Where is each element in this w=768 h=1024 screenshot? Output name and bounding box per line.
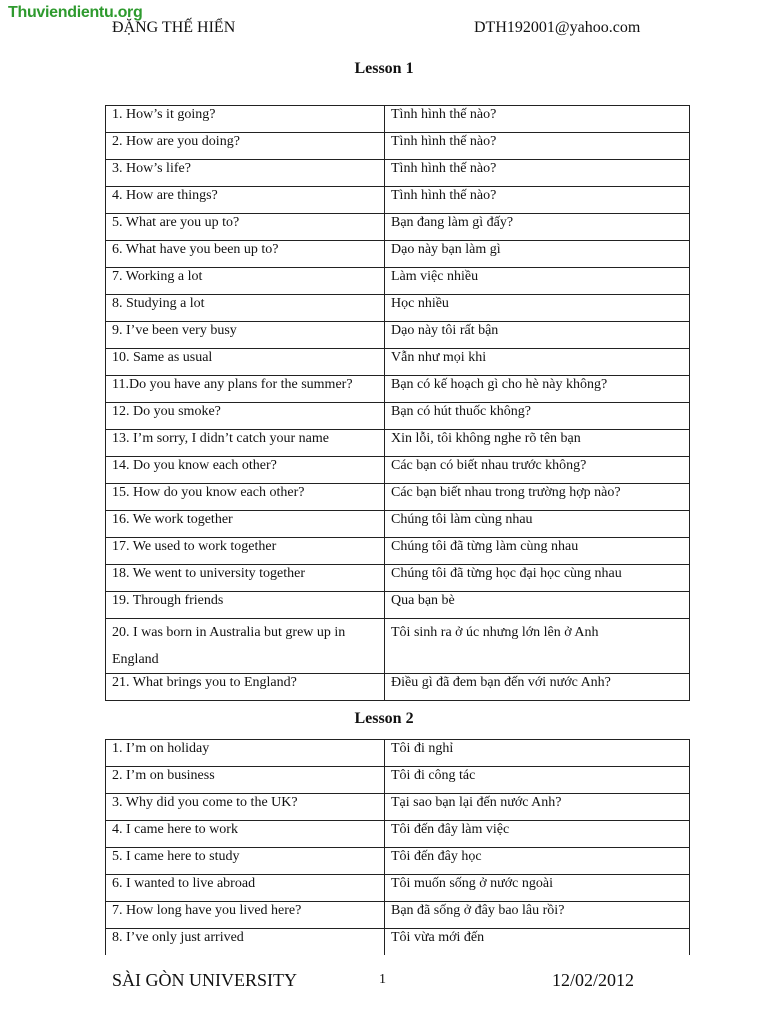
vietnamese-translation: Qua bạn bè — [385, 592, 690, 619]
table-row — [106, 538, 690, 565]
table-row — [106, 848, 690, 875]
table-row — [106, 295, 690, 322]
vietnamese-translation: Tôi đến đây làm việc — [385, 821, 690, 848]
english-phrase: 21. What brings you to England? — [106, 674, 385, 701]
header-author: ĐẶNG THẾ HIỂN — [112, 19, 236, 36]
vietnamese-translation: Bạn có hút thuốc không? — [385, 403, 690, 430]
table-row — [106, 349, 690, 376]
table-row — [106, 929, 690, 956]
lesson-1-table — [105, 105, 690, 701]
vietnamese-translation: Dạo này bạn làm gì — [385, 241, 690, 268]
lesson-2-table — [105, 739, 690, 955]
english-phrase: 6. What have you been up to? — [106, 241, 385, 268]
english-phrase: 6. I wanted to live abroad — [106, 875, 385, 902]
table-row — [106, 457, 690, 484]
table-row — [106, 821, 690, 848]
english-phrase: 11.Do you have any plans for the summer? — [106, 376, 385, 403]
table-row — [106, 133, 690, 160]
vietnamese-translation: Xin lỗi, tôi không nghe rõ tên bạn — [385, 430, 690, 457]
vietnamese-translation: Điều gì đã đem bạn đến với nước Anh? — [385, 674, 690, 701]
vietnamese-translation: Các bạn biết nhau trong trường hợp nào? — [385, 484, 690, 511]
english-phrase: 18. We went to university together — [106, 565, 385, 592]
vietnamese-translation: Làm việc nhiều — [385, 268, 690, 295]
english-phrase: 20. I was born in Australia but grew up in England — [106, 619, 385, 674]
table-row — [106, 322, 690, 349]
table-row — [106, 902, 690, 929]
english-phrase: 3. Why did you come to the UK? — [106, 794, 385, 821]
vietnamese-translation: Tình hình thế nào? — [385, 133, 690, 160]
vietnamese-translation: Tôi muốn sống ở nước ngoài — [385, 875, 690, 902]
table-row — [106, 484, 690, 511]
table-row — [106, 241, 690, 268]
table-row — [106, 376, 690, 403]
vietnamese-translation: Dạo này tôi rất bận — [385, 322, 690, 349]
table-row — [106, 511, 690, 538]
footer-page-number: 1 — [379, 972, 386, 987]
vietnamese-translation: Tại sao bạn lại đến nước Anh? — [385, 794, 690, 821]
table-row — [106, 214, 690, 241]
vietnamese-translation: Chúng tôi đã từng làm cùng nhau — [385, 538, 690, 565]
english-phrase: 15. How do you know each other? — [106, 484, 385, 511]
table-row — [106, 106, 690, 133]
table-row — [106, 160, 690, 187]
vietnamese-translation: Tình hình thế nào? — [385, 106, 690, 133]
table-row — [106, 268, 690, 295]
table-row — [106, 740, 690, 767]
english-phrase: 16. We work together — [106, 511, 385, 538]
table-row — [106, 875, 690, 902]
vietnamese-translation: Chúng tôi làm cùng nhau — [385, 511, 690, 538]
english-phrase: 1. How’s it going? — [106, 106, 385, 133]
vietnamese-translation: Bạn đang làm gì đấy? — [385, 214, 690, 241]
english-phrase: 8. Studying a lot — [106, 295, 385, 322]
vietnamese-translation: Tôi đi nghỉ — [385, 740, 690, 767]
english-phrase: 5. I came here to study — [106, 848, 385, 875]
table-row — [106, 565, 690, 592]
english-phrase: 3. How’s life? — [106, 160, 385, 187]
table-row — [106, 592, 690, 619]
vietnamese-translation: Tình hình thế nào? — [385, 160, 690, 187]
table-row — [106, 767, 690, 794]
vietnamese-translation: Tôi vừa mới đến — [385, 929, 690, 956]
english-phrase: 5. What are you up to? — [106, 214, 385, 241]
table-row — [106, 430, 690, 457]
table-row — [106, 187, 690, 214]
english-phrase: 2. How are you doing? — [106, 133, 385, 160]
english-phrase: 10. Same as usual — [106, 349, 385, 376]
table-row — [106, 619, 690, 674]
english-phrase: 7. How long have you lived here? — [106, 902, 385, 929]
header-email: DTH192001@yahoo.com — [474, 19, 641, 36]
english-phrase: 4. I came here to work — [106, 821, 385, 848]
footer-date: 12/02/2012 — [552, 970, 635, 990]
footer-school: SÀI GÒN UNIVERSITY — [112, 970, 297, 990]
vietnamese-translation: Tôi đi công tác — [385, 767, 690, 794]
vietnamese-translation: Chúng tôi đã từng học đại học cùng nhau — [385, 565, 690, 592]
english-phrase: 2. I’m on business — [106, 767, 385, 794]
english-phrase: 1. I’m on holiday — [106, 740, 385, 767]
english-phrase: 13. I’m sorry, I didn’t catch your name — [106, 430, 385, 457]
lesson-1-title: Lesson 1 — [354, 60, 414, 77]
lesson-2-title: Lesson 2 — [354, 710, 414, 727]
english-phrase: 19. Through friends — [106, 592, 385, 619]
english-phrase: 12. Do you smoke? — [106, 403, 385, 430]
vietnamese-translation: Học nhiều — [385, 295, 690, 322]
vietnamese-translation: Tình hình thế nào? — [385, 187, 690, 214]
vietnamese-translation: Tôi đến đây học — [385, 848, 690, 875]
vietnamese-translation: Tôi sinh ra ở úc nhưng lớn lên ở Anh — [385, 619, 690, 674]
table-row — [106, 674, 690, 701]
vietnamese-translation: Các bạn có biết nhau trước không? — [385, 457, 690, 484]
english-phrase: 7. Working a lot — [106, 268, 385, 295]
english-phrase: 9. I’ve been very busy — [106, 322, 385, 349]
table-row — [106, 403, 690, 430]
watermark-logo: Thuviendientu.org — [8, 4, 143, 21]
vietnamese-translation: Bạn đã sống ở đây bao lâu rồi? — [385, 902, 690, 929]
english-phrase: 17. We used to work together — [106, 538, 385, 565]
vietnamese-translation: Vẫn như mọi khi — [385, 349, 690, 376]
english-phrase: 4. How are things? — [106, 187, 385, 214]
table-row — [106, 794, 690, 821]
english-phrase: 14. Do you know each other? — [106, 457, 385, 484]
english-phrase: 8. I’ve only just arrived — [106, 929, 385, 956]
vietnamese-translation: Bạn có kế hoạch gì cho hè này không? — [385, 376, 690, 403]
